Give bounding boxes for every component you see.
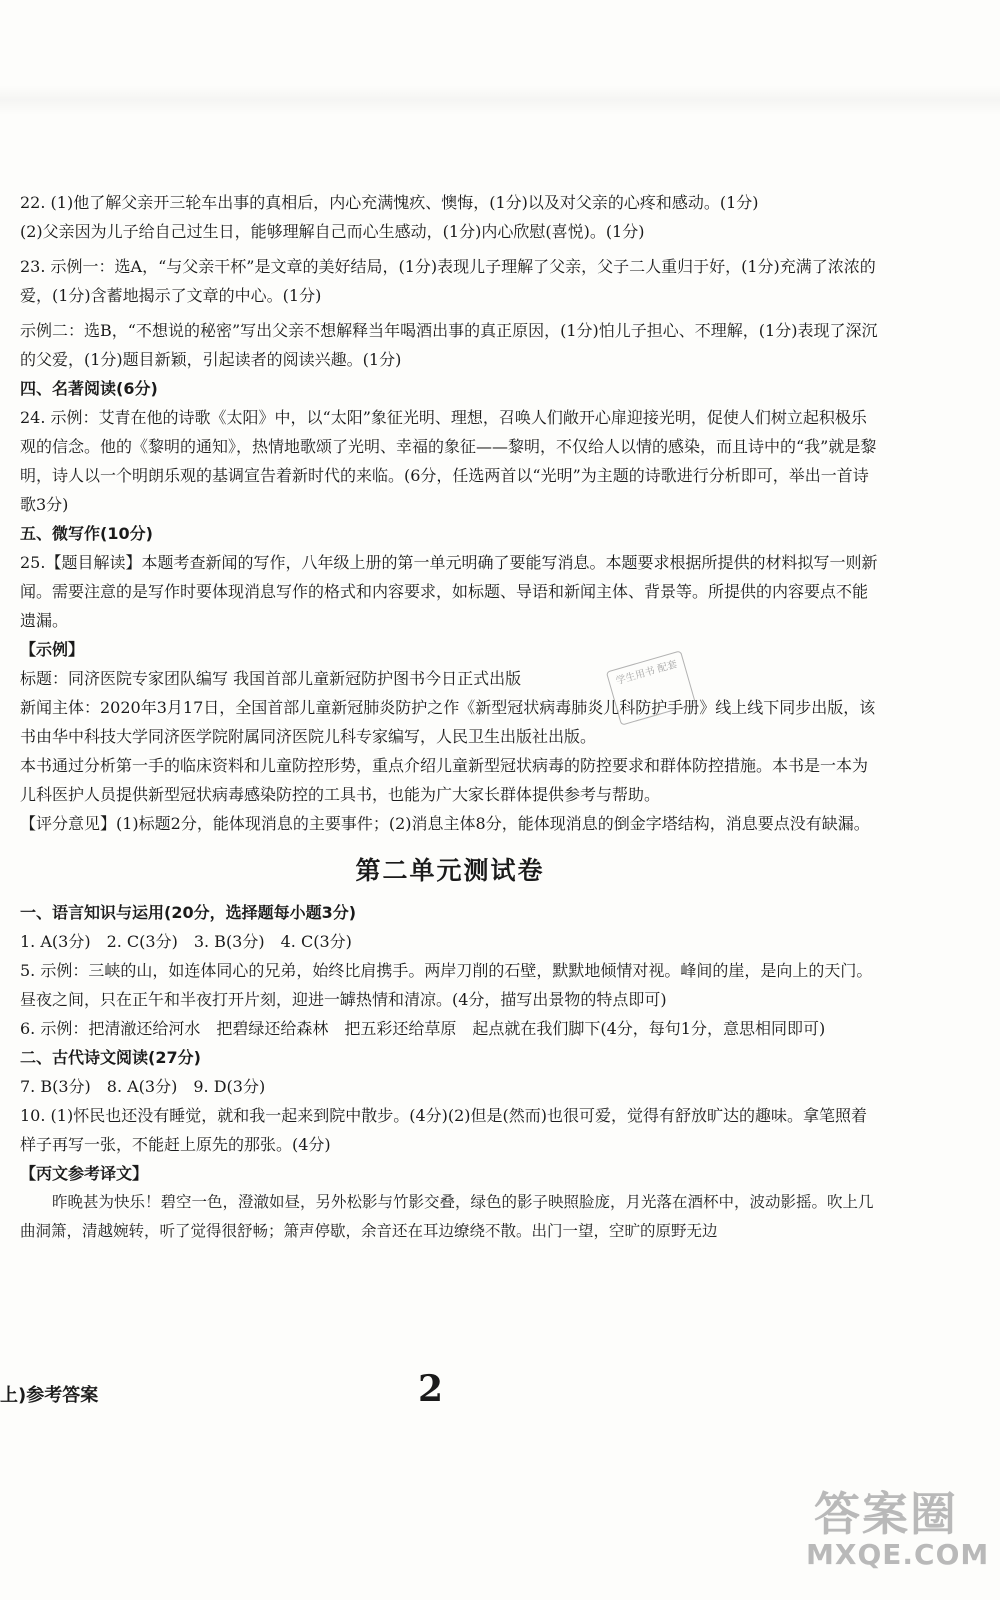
unit2-section-2: 二、古代诗文阅读(27分) [20,1048,201,1067]
translation-label: 【丙文参考译文】 [20,1164,149,1183]
section-heading-5: 五、微写作(10分) [20,524,153,543]
watermark-url: MXQE.COM [806,1538,990,1571]
answer-23-example-1: 23. 示例一：选A，“与父亲干杯”是文章的美好结局，(1分)表现儿子理解了父亲，父子二人重归于好，(1分)充满了浓浓的爱，(1分)含蓄地揭示了文章的中心。(1分) [20,257,876,305]
watermark-logo-text: 答案圈 [814,1487,958,1541]
translation-text: 昨晚甚为快乐！碧空一色，澄澈如昼，另外松影与竹影交叠，绿色的影子映照脸庞，月光落在酒杯中，波动影摇。吹上几曲洞箫，清越婉转，听了觉得很舒畅；箫声停歇，余音还在耳边缭绕不散。出门一望，空旷的原野无边 [20,1193,874,1240]
scan-smudge [0,85,1000,115]
news-headline: 标题：同济医院专家团队编写 我国首部儿童新冠防护图书今日正式出版 [20,669,522,688]
answers-7-9: 7. B(3分) 8. A(3分) 9. D(3分) [20,1077,266,1096]
answers-1-4: 1. A(3分) 2. C(3分) 3. B(3分) 4. C(3分) [20,932,352,951]
example-label: 【示例】 [20,640,85,659]
answer-10: 10. (1)怀民也还没有睡觉，就和我一起来到院中散步。(4分)(2)但是(然而)也很可爱，觉得有舒放旷达的趣味。拿笔照着样子再写一张，不能赶上原先的那张。(4分) [20,1106,868,1154]
section-heading-4: 四、名著阅读(6分) [20,379,158,398]
answer-5: 5. 示例：三峡的山，如连体同心的兄弟，始终比肩携手。两岸刀削的石壁，默默地倾情对视。峰间的崖，是向上的天门。昼夜之间，只在正午和半夜打开片刻，迎进一罅热情和清凉。(4分，描写出景物的特点即可) [20,961,873,1009]
site-watermark [800,1478,990,1588]
news-body-2: 本书通过分析第一手的临床资料和儿童防控形势，重点介绍儿童新型冠状病毒的防控要求和群体防控措施。本书是一本为儿科医护人员提供新型冠状病毒感染防控的工具书，也能为广大家长群体提供参考与帮助。 [20,756,869,804]
unit-2-title: 第二单元测试卷 [355,856,545,885]
answer-22-1: 22. (1)他了解父亲开三轮车出事的真相后，内心充满愧疚、懊悔，(1分)以及对父亲的心疼和感动。(1分) [20,193,759,212]
answer-content [20,188,880,1246]
answer-24: 24. 示例：艾青在他的诗歌《太阳》中，以“太阳”象征光明、理想，召唤人们敞开心扉迎接光明，促使人们树立起积极乐观的信念。他的《黎明的通知》，热情地歌颂了光明、幸福的象征——黎明，不仅给人以情的感染，而且诗中的“我”就是黎明，诗人以一个明朗乐观的基调宣告着新时代的来临。(6分，任选两首以“光明”为主题的诗歌进行分析即可，举出一首诗歌3分) [20,408,877,514]
answer-23-example-2: 示例二：选B，“不想说的秘密”写出父亲不想解释当年喝酒出事的真正原因，(1分)怕儿子担心、不理解，(1分)表现了深沉的父爱，(1分)题目新颖，引起读者的阅读兴趣。(1分) [20,321,878,369]
stamp-text: 学生用书 配套 [614,659,679,688]
answer-6: 6. 示例：把清澈还给河水 把碧绿还给森林 把五彩还给草原 起点就在我们脚下(4分，每句1分，意思相同即可) [20,1019,826,1038]
unit2-section-1: 一、语言知识与运用(20分，选择题每小题3分) [20,903,357,922]
scoring-notes: 【评分意见】(1)标题2分，能体现消息的主要事件；(2)消息主体8分，能体现消息的倒金字塔结构，消息要点没有缺漏。 [20,814,870,833]
news-body-1: 新闻主体：2020年3月17日，全国首部儿童新冠肺炎防护之作《新型冠状病毒肺炎儿科防护手册》线上线下同步出版，该书由华中科技大学同济医学院附属同济医院儿科专家编写，人民卫生出版社出版。 [20,698,876,746]
footer-label: 上)参考答案 [0,1385,99,1406]
answer-22-2: (2)父亲因为儿子给自己过生日，能够理解自己而心生感动，(1分)内心欣慰(喜悦)。(1分) [20,222,645,241]
page-number: 2 [418,1368,444,1410]
answer-25-intro: 25.【题目解读】本题考查新闻的写作，八年级上册的第一单元明确了要能写消息。本题要求根据所提供的材料拟写一则新闻。需要注意的是写作时要体现消息写作的格式和内容要求，如标题、导语和新闻主体、背景等。所提供的内容要点不能遗漏。 [20,553,878,630]
